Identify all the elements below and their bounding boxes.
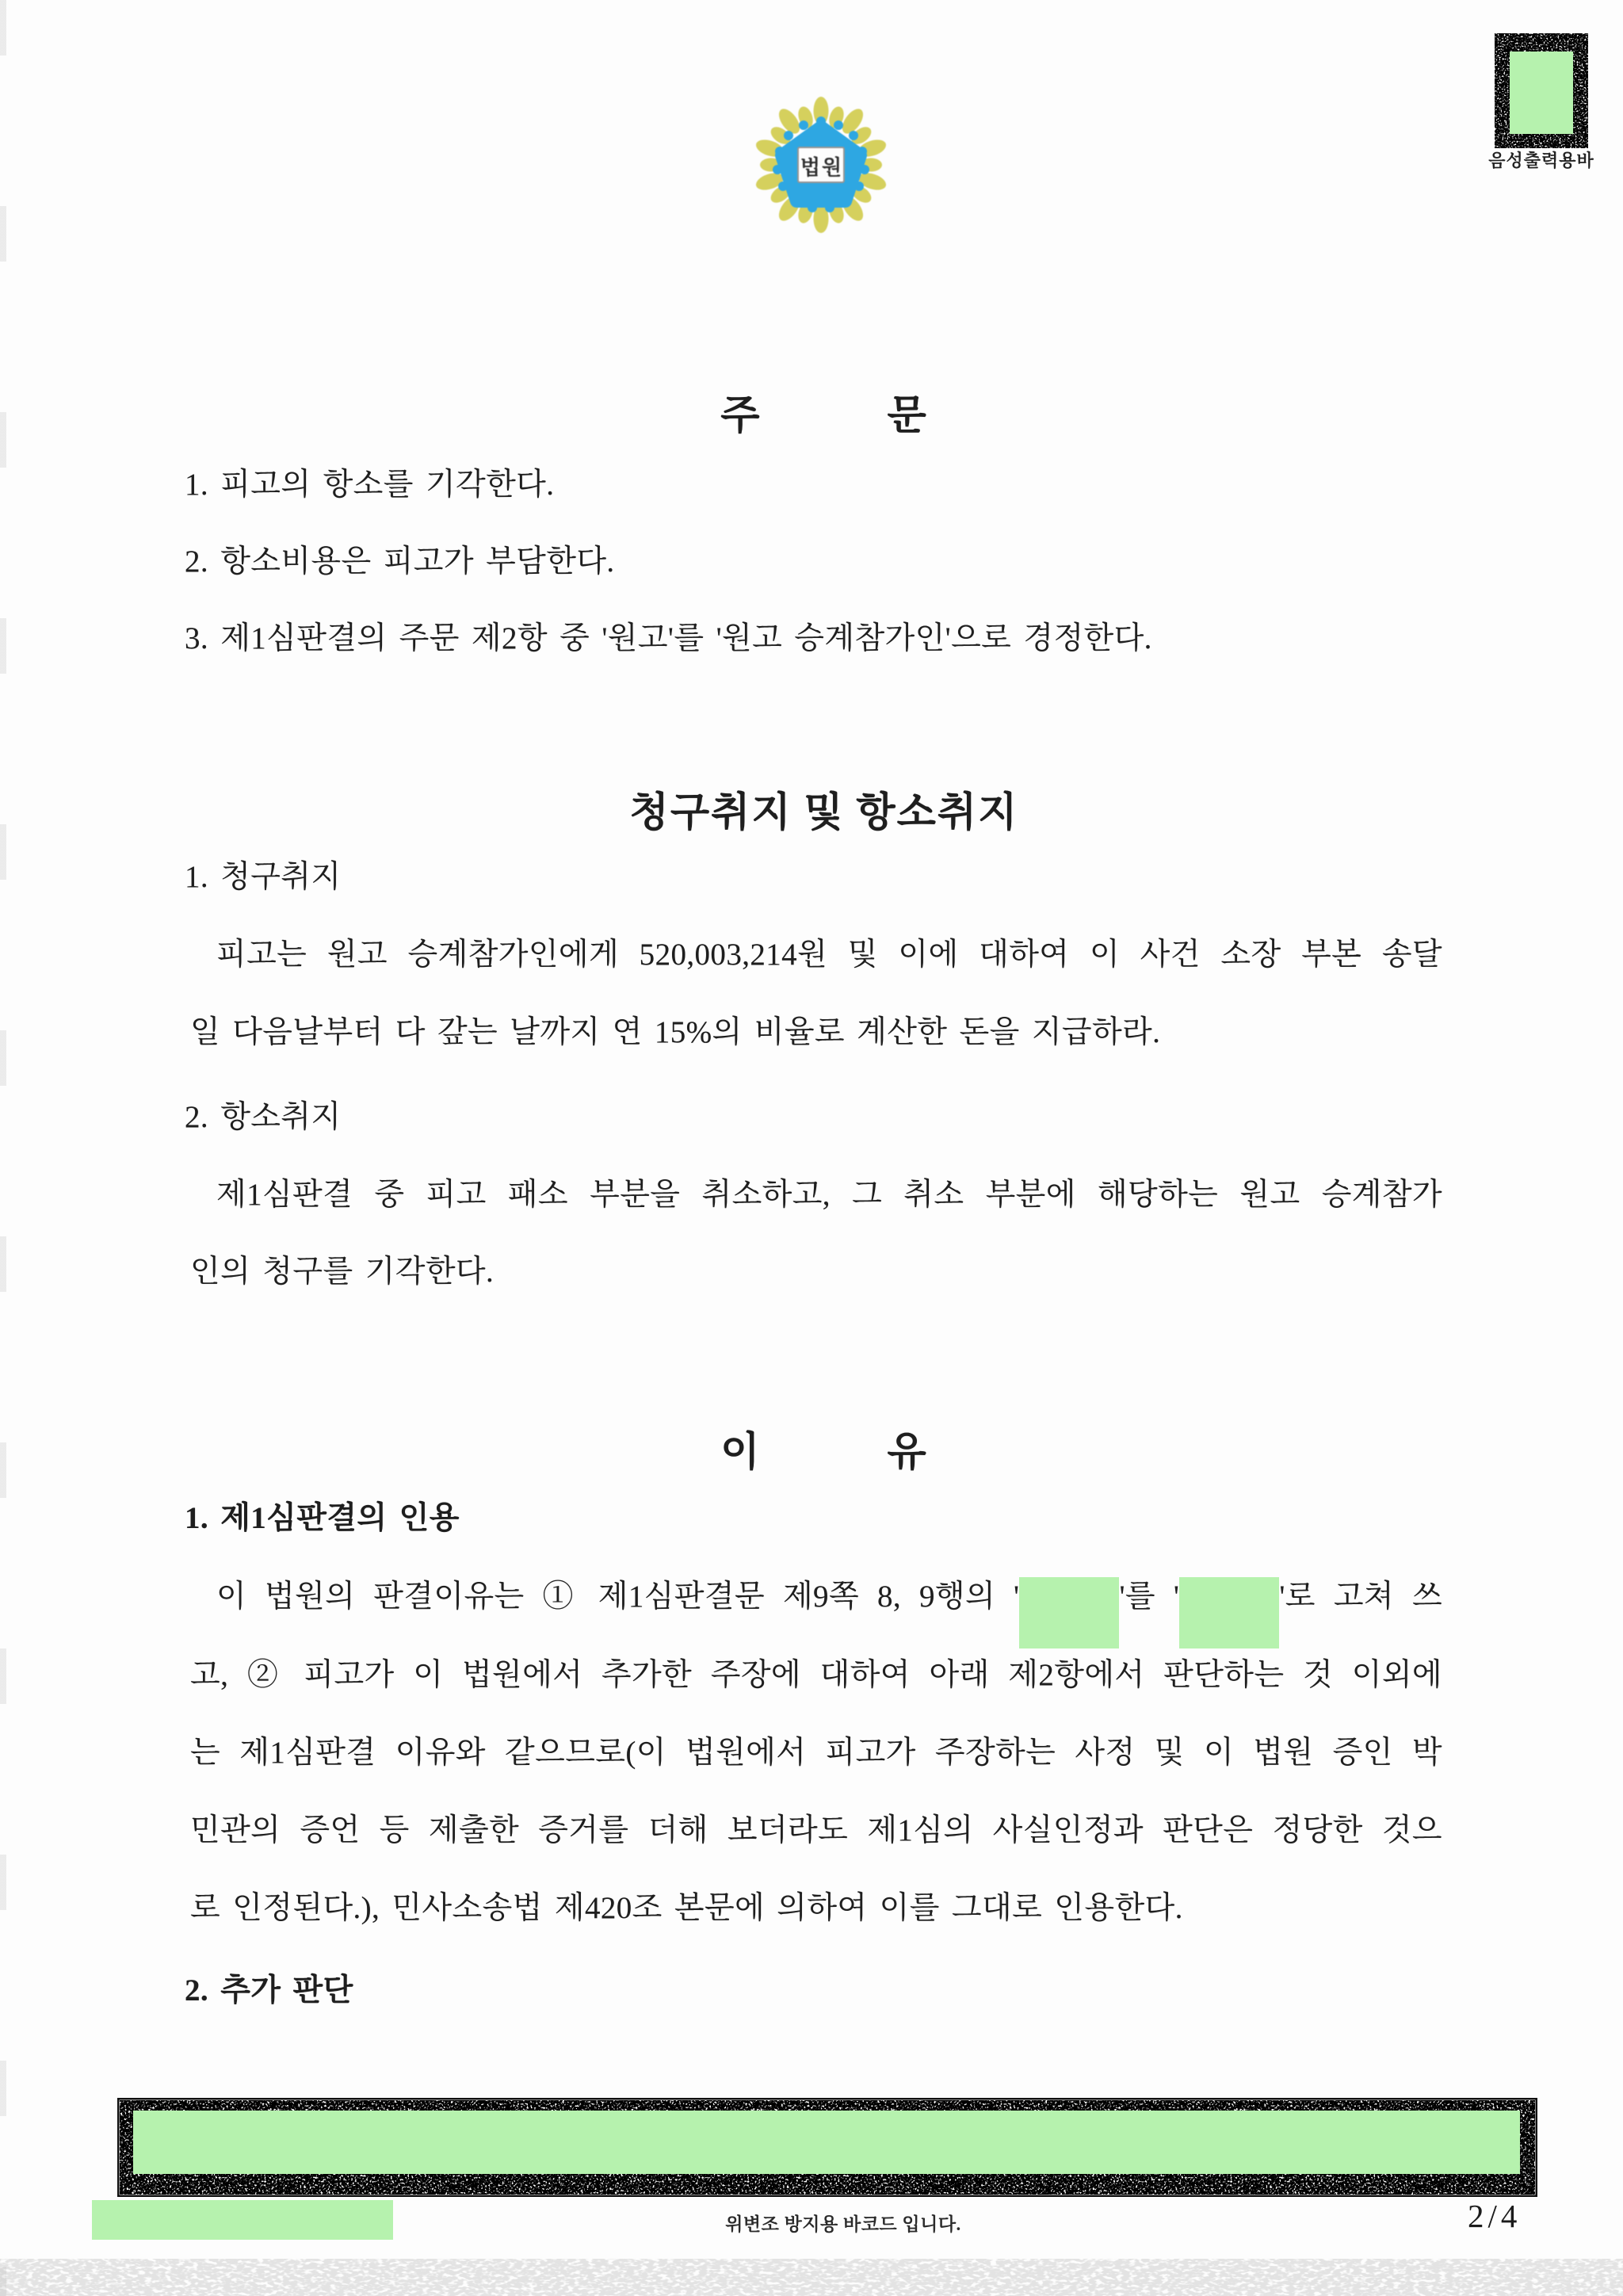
- court-emblem-icon: [742, 95, 900, 238]
- scan-artifact: [0, 2259, 1623, 2296]
- reasons-sub-2: 2. 추가 판단: [185, 1973, 353, 2008]
- reasons-line1-before: 이 법원의 판결이유는 ① 제1심판결문 제9쪽 8, 9행의 ': [216, 1580, 1020, 1614]
- voice-output-barcode-stamp: [1495, 33, 1588, 148]
- order-item-1: 1. 피고의 항소를 기각한다.: [185, 468, 555, 502]
- order-heading: 주 문: [720, 394, 928, 438]
- order-item-2: 2. 항소비용은 피고가 부담한다.: [185, 544, 615, 579]
- reasons-para-line4: 민관의 증언 등 제출한 증거를 더해 보더라도 제1심의 사실인정과 판단은 정당한 것으: [190, 1813, 1442, 1847]
- barcode-caption: 위변조 방지용 바코드 입니다.: [725, 2214, 961, 2234]
- reasons-line1-after: '로 고쳐 쓰: [1279, 1580, 1443, 1614]
- reasons-sub-1: 1. 제1심판결의 인용: [185, 1501, 460, 1535]
- reasons-para-line2: 고, ② 피고가 이 법원에서 추가한 주장에 대하여 아래 제2항에서 판단하는 것 이외에: [190, 1658, 1442, 1692]
- claims-para2-line2: 인의 청구를 기각한다.: [190, 1255, 495, 1289]
- redaction-box-2: [1179, 1577, 1279, 1648]
- stamp-redaction: [1510, 52, 1573, 134]
- claims-para1-line1: 피고는 원고 승계참가인에게 520,003,214원 및 이에 대하여 이 사건 소장 부본 송달: [216, 938, 1442, 972]
- claims-para1-line2: 일 다음날부터 다 갚는 날까지 연 15%의 비율로 계산한 돈을 지급하라.: [190, 1015, 1161, 1049]
- order-item-3: 3. 제1심판결의 주문 제2항 중 '원고'를 '원고 승계참가인'으로 경정한다.: [185, 621, 1152, 655]
- reasons-para-line5: 로 인정된다.), 민사소송법 제420조 본문에 의하여 이를 그대로 인용한다.: [190, 1891, 1183, 1925]
- page-number: 2/4: [1468, 2198, 1522, 2234]
- reasons-para-line3: 는 제1심판결 이유와 같으므로(이 법원에서 피고가 주장하는 사정 및 이 법원 증인 박: [190, 1736, 1442, 1770]
- claims-sub-1: 1. 청구취지: [185, 860, 342, 894]
- reasons-heading: 이 유: [720, 1431, 928, 1475]
- stamp-label: 음성출력용바: [1488, 151, 1594, 170]
- claims-sub-2: 2. 항소취지: [185, 1100, 342, 1134]
- reasons-line1-middle: '를 ': [1119, 1580, 1180, 1614]
- claims-heading: 청구취지 및 항소취지: [629, 791, 1019, 835]
- reasons-line-with-redactions: [190, 1577, 1442, 1615]
- anti-forgery-barcode: [117, 2098, 1537, 2197]
- emblem-label: 법원: [800, 156, 844, 179]
- barcode-redaction: [133, 2111, 1520, 2174]
- redaction-box-1: [1019, 1577, 1119, 1648]
- claims-para2-line1: 제1심판결 중 피고 패소 부분을 취소하고, 그 취소 부분에 해당하는 원고 승계참가: [216, 1178, 1442, 1212]
- scan-artifact: [0, 0, 6, 2296]
